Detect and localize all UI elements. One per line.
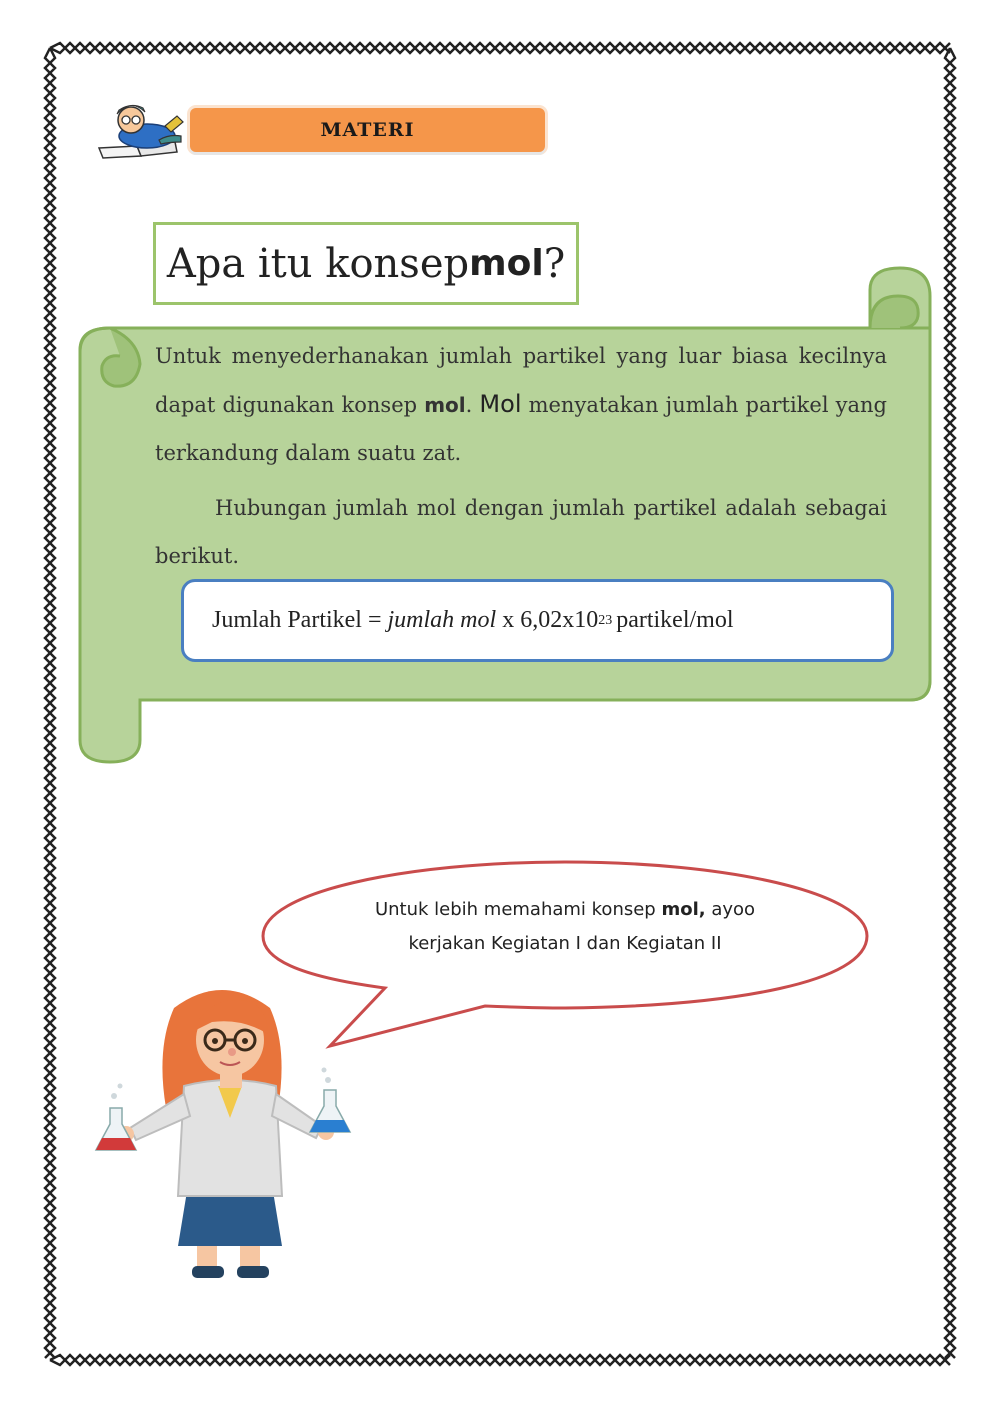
paragraph-1: [155, 332, 887, 477]
speech-line-1: [330, 893, 800, 927]
title-bold-text: mol: [469, 243, 544, 284]
speech-bubble-text: [330, 893, 800, 961]
section-header-label: MATERI: [320, 119, 415, 141]
scientist-girl-illustration: [92, 978, 357, 1283]
paragraph-1-text: Untuk menyederhanakan jumlah partikel yang luar biasa kecilnya dapat digunakan konsep: [155, 344, 887, 417]
paragraph-1-text-2: .: [465, 393, 480, 417]
paragraph-1-mol-large: Mol: [479, 390, 522, 418]
paragraph-1-bold-mol: mol: [424, 393, 466, 417]
paragraph-2-text: Hubungan jumlah mol dengan jumlah partikel adalah sebagai berikut.: [155, 496, 887, 568]
paragraph-2: [155, 484, 887, 580]
formula-unit: partikel/mol: [616, 607, 734, 633]
title-text: Apa itu konsep: [166, 240, 470, 287]
title-suffix: ?: [543, 240, 566, 287]
reading-student-icon: [97, 96, 187, 162]
formula-italic: jumlah mol: [387, 607, 497, 633]
speech-line-2: kerjakan Kegiatan I dan Kegiatan II: [408, 933, 722, 954]
formula-exponent: 23: [598, 612, 613, 628]
speech-text-2: ayoo: [705, 899, 756, 920]
formula-left: Jumlah Partikel =: [212, 607, 382, 633]
section-header: [190, 108, 545, 152]
page-title: [153, 222, 579, 305]
formula-middle: x 6,02x10: [502, 607, 599, 633]
formula-box: [181, 579, 894, 662]
speech-bold-mol: mol,: [661, 899, 706, 920]
paragraph-1-text-3: menyatakan jumlah partikel yang terkandung dalam suatu zat.: [155, 393, 887, 465]
speech-text-1: Untuk lebih memahami konsep: [374, 899, 662, 920]
